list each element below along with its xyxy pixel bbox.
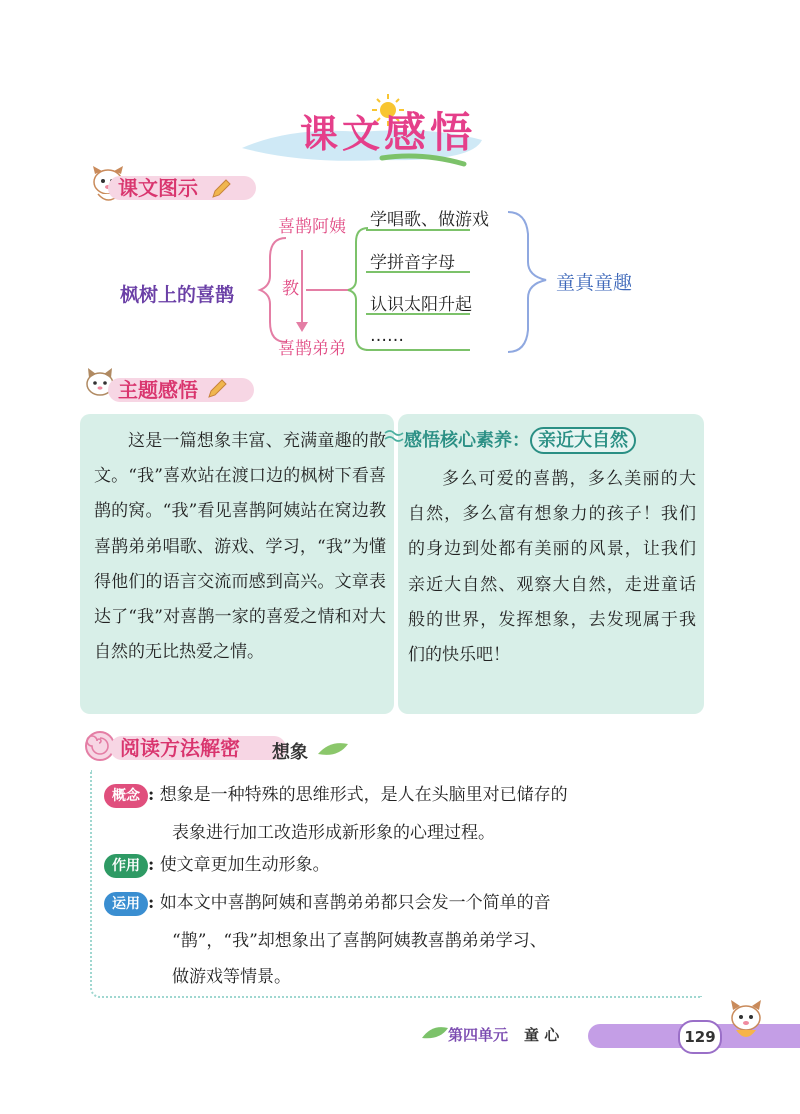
method-item-function: 作用 : 使文章更加生动形象。: [104, 850, 694, 878]
page-title: 课文感悟: [300, 108, 477, 157]
function-tag: 作用: [104, 854, 148, 878]
method-item-concept-cont: 表象进行加工改造形成新形象的心理过程。: [172, 823, 495, 843]
footer-unit: 第四单元: [448, 1026, 509, 1044]
diagram-bottom-node: 喜鹊弟弟: [278, 339, 346, 359]
diagram-item: 学拼音字母: [370, 253, 455, 273]
concept-tag: 概念: [104, 784, 148, 808]
section-theme-title: 主题感悟: [118, 378, 198, 402]
theme-summary-text: 这是一篇想象丰富、充满童趣的散文。“我”喜欢站在渡口边的枫树下看喜鹊的窝。“我”看见喜鹊阿姨站在窝边教喜鹊弟弟唱歌、游戏、学习，“我”为懂得他们的语言交流而感到高兴。文章表达了“我”对喜鹊一家的喜爱之情和对大自然的无比热爱之情。: [94, 431, 386, 663]
diagram-item: ……: [370, 326, 404, 346]
core-literacy-heading: 感悟核心素养： 亲近大自然: [404, 426, 636, 452]
section-method-title: 阅读方法解密: [120, 736, 240, 760]
diagram-summary: 童真童趣: [556, 272, 633, 294]
section-diagram-title: 课文图示: [118, 176, 198, 200]
section-method-header: [80, 730, 280, 764]
leaf-icon: [316, 740, 350, 758]
pencil-icon: [210, 178, 232, 200]
method-item-application: 运用 : 如本文中喜鹊阿姨和喜鹊弟弟都只会发一个简单的音: [104, 888, 694, 916]
core-literacy-tag: 亲近大自然: [530, 427, 636, 454]
method-item-concept: 概念 : 想象是一种特殊的思维形式，是人在头脑里对已储存的: [104, 780, 694, 808]
leaf-icon: [420, 1022, 450, 1042]
page-number: 129: [678, 1020, 722, 1054]
method-subtitle: 想象: [272, 742, 308, 763]
diagram-top-node: 喜鹊阿姨: [278, 217, 346, 237]
method-item-application-cont: “鹊”，“我”却想象出了喜鹊阿姨教喜鹊弟弟学习、: [172, 931, 547, 951]
core-literacy-text: 多么可爱的喜鹊，多么美丽的大自然，多么富有想象力的孩子！我们的身边到处都有美丽的风景，让我们亲近大自然、观察大自然，走进童话般的世界，发挥想象，去发现属于我们的快乐吧！: [408, 469, 696, 666]
method-item-application-cont2: 做游戏等情景。: [172, 967, 291, 987]
diagram-center-node: 枫树上的喜鹊: [120, 284, 235, 306]
diagram-verb: 教: [282, 279, 299, 299]
wave-icon: [384, 428, 404, 444]
application-tag: 运用: [104, 892, 148, 916]
diagram-item: 学唱歌、做游戏: [370, 210, 489, 230]
footer-unit-name: 童 心: [524, 1026, 560, 1044]
diagram-item: 认识太阳升起: [370, 295, 472, 315]
cartoon-mascot-icon: [720, 996, 772, 1048]
pencil-icon: [206, 378, 228, 400]
